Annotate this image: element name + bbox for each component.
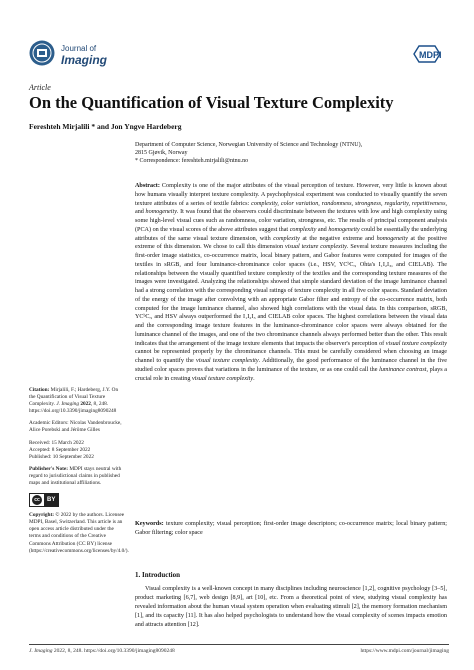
footer-citation: [29, 648, 175, 654]
abstract-text-9: .: [253, 375, 255, 382]
page-header: [29, 40, 449, 70]
creative-commons-icon: cc: [32, 495, 42, 505]
abstract-text-6: cannot be represented properly by the chrominance channels. This must be carefully considered when choosing an image channel to quantify the: [135, 349, 447, 364]
citation-block: [29, 387, 125, 415]
abstract-text-3: could be essentially the underlying attributes of the same visual texture dimension, with: [135, 226, 448, 242]
editors-block: [29, 420, 125, 434]
abstract-text-8: , plays a crucial role in creating: [135, 366, 448, 382]
keywords-text: texture complexity; visual perception; first-order image descriptors; co-occurrence matrix; local binary pattern; Gabor filtering; color space: [135, 521, 447, 536]
abstract: [135, 182, 447, 383]
abstract-text-1: Complexity is one of the major attributes of the visual perception of texture. However, very little is known about how humans visually interpret texture complexity. A psychophysical experiment was conducted to visually quantify the seven texture attributes of a series of textile fabrics:: [135, 183, 447, 207]
abstract-vtc-3: visual texture complexity: [195, 358, 259, 364]
affiliation-line-1: Department of Computer Science, Norwegian University of Science and Technology (NTNU),: [135, 142, 363, 148]
journal-logo-icon: [29, 40, 55, 66]
article-title: On the Quantification of Visual Texture Complexity: [29, 93, 394, 112]
abstract-vtc-2: visual texture complexity: [385, 340, 447, 347]
abstract-vtc-4: visual texture complexity: [191, 375, 254, 382]
abstract-text-7: . Additionally, the good performance of the luminance channel in the five studied color spaces proves that variations in the luminance of the texture, or as one could call the: [135, 358, 448, 373]
footer-journal: J. Imaging: [29, 648, 53, 654]
publisher-logo-text[interactable]: MDPI: [419, 50, 442, 60]
citation-label: Citation:: [29, 387, 50, 393]
abstract-homogeneity: homogeneity: [145, 209, 177, 216]
abstract-attrs: complexity, color variation, randomness, strongness, regularity, repetitiveness,: [251, 200, 448, 207]
affiliation: [135, 141, 435, 166]
citation-text: Mirjalili, F.; Hardeberg, J.Y. On the Quantification of Visual Texture Complexity.: [29, 387, 119, 408]
copyright-label: Copyright:: [29, 512, 55, 519]
editors-label: Academic Editors:: [29, 420, 69, 427]
journal-name-line1: Journal of: [61, 44, 97, 53]
accepted-date: Accepted: 8 September 2022: [29, 446, 91, 453]
cc-box: [29, 493, 59, 507]
publisher-note-label: Publisher's Note:: [29, 465, 68, 472]
copyright-text: © 2022 by the authors. Licensee MDPI, Basel, Switzerland. This article is an open access article distributed under the terms and conditions of the Creative Commons Attribution (CC BY) license (https://creativecommons.org/licenses/by/4.0/).: [29, 512, 129, 554]
article-type: Article: [29, 83, 51, 92]
footer-doi[interactable]: 2022, 8, 248. https://doi.org/10.3390/jimaging8090248: [52, 648, 175, 654]
footer-divider: [29, 644, 449, 645]
abstract-text-5: . Several texture measures including the first-order image statistics, co-occurrence matrix, local binary pattern, and Gabor features were computed for images of the textiles in sRGB, and four luminance-chrominance color spaces (i.e., HSV, YCᵇCᵣ, Ohta's I₁I₂I₃, and CIELAB). The relationships between the visually quantified texture complexity of the textiles and the corresponding texture measures of the images were investigated. Analyzing the relationships showed that simple standard deviation of the image luminance channel had a strong correlation with the corresponding visual ratings of texture complexity in all five color spaces. Standard deviation of the energy of the image after convolving with an appropriate Gabor filter and entropy of the co-occurrence matrix, both computed for the image luminance channel, also showed high correlations with the visual data. In this comparison, sRGB, YCᵇCᵣ, and HSV always outperformed the I₁I₂I₃ and CIELAB color spaces. The highest correlations between the visual data and the corresponding image texture features in the luminance-chrominance color spaces were always obtained for the luminance channel of the images, and one of the two chrominance channels always performed better than the other. This result indicates that the arrangement of the image texture elements that impacts the observer's perception of: [135, 244, 448, 347]
correspondence[interactable]: * Correspondence: fereshteh.mirjalili@ntnu.no: [135, 158, 249, 165]
section-heading: 1. Introduction: [135, 571, 180, 579]
citation-year: 2022: [80, 401, 91, 408]
publisher-note-text: MDPI stays neutral with regard to jurisdictional claims in published maps and institutional affiliations.: [29, 465, 122, 487]
abstract-label: Abstract:: [135, 183, 160, 189]
editors-text: Nicolas Vandenbroucke, Alice Porebski and Jérôme Gilles: [29, 420, 122, 434]
author-list[interactable]: Fereshteh Mirjalili * and Jon Yngve Hardeberg: [29, 122, 182, 131]
keywords: [135, 520, 447, 537]
intro-text: Visual complexity is a well-known concept in many disciplines including neuroscience [1,2], cognitive psychology [3–5], product marketing [6,7], web design [8,9], art [10], etc. From a theoretical point of view, studying visual complexity has revealed information about the human visual system operation when evaluating stimuli [2], the memory formation mechanism [1], and its capacity [11]. It has also helped psychologists to understand how the visual complexity of scenes impacts emotion and attracts attention [12].: [135, 586, 447, 628]
abstract-and-2: and: [316, 226, 329, 233]
journal-name[interactable]: [61, 43, 107, 66]
abstract-vtc-1: visual texture complexity: [285, 244, 347, 251]
cc-license-badge[interactable]: [29, 493, 125, 507]
abstract-text-4: at the positive extreme of this dimension. We chose to call this dimension: [135, 235, 448, 251]
abstract-and-1: and: [135, 209, 146, 216]
abstract-homogeneity-3: homogeneity: [376, 235, 408, 242]
journal-name-line2: Imaging: [61, 53, 108, 67]
affiliation-line-2: 2815 Gjøvik, Norway: [135, 150, 188, 157]
abstract-complexity-3: complexity: [273, 235, 300, 242]
abstract-text-3b: at the negative extreme and: [299, 235, 377, 242]
abstract-homogeneity-2: homogeneity: [328, 226, 360, 233]
footer-url[interactable]: https://www.mdpi.com/journal/jimaging: [360, 648, 449, 654]
published-date: Published: 10 September 2022: [29, 453, 94, 460]
citation-doi[interactable]: , 8, 248. https://doi.org/10.3390/jimaging8090248: [29, 401, 117, 415]
cc-by-label: BY: [44, 494, 58, 506]
keywords-label: Keywords:: [135, 521, 164, 527]
dates-block: [29, 440, 125, 461]
received-date: Received: 15 March 2022: [29, 439, 84, 446]
abstract-luminance-contrast: luminance contrast: [379, 366, 427, 373]
intro-paragraph: [135, 585, 447, 630]
sidebar-metadata: [29, 387, 129, 560]
publisher-note: [29, 466, 125, 487]
citation-journal: J. Imaging: [56, 401, 79, 408]
copyright-block: [29, 512, 129, 555]
abstract-text-2: . It was found that the observers could discriminate between the textures with low and high complexity using some high-level visual cues such as randomness, color variation, strongness, etc. The results of principal component analysis (PCA) on the visual scores of the above attributes suggest that: [135, 209, 447, 233]
abstract-complexity-2: complexity: [289, 226, 317, 233]
